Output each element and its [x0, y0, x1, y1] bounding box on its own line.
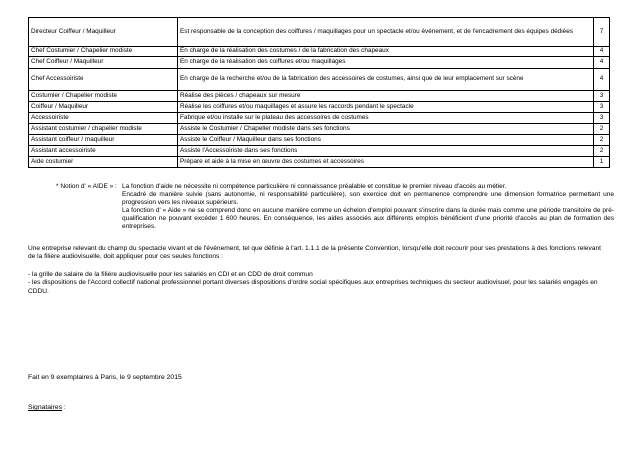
- note-paragraph: La fonction d'aide ne nécessite ni compétence particulière ni connaissance préalable et constitue le premier niveau d'accès au métier.: [122, 183, 507, 190]
- description-cell: En charge de la réalisation des costumes / de la fabrication des chapeaux: [178, 47, 594, 57]
- level-cell: 2: [594, 135, 610, 146]
- role-cell: Assistant costumier / chapelier modiste: [29, 124, 178, 135]
- description-cell: En charge de la réalisation des coiffures et/ou maquillages: [178, 57, 594, 69]
- list-item: - la grille de salaire de la filière audiovisuelle pour les salariés en CDI et en CDD de droit commun: [28, 271, 313, 278]
- description-cell: Réalise des pièces / chapeaux sur mesure: [178, 91, 594, 102]
- role-cell: Aide costumier: [29, 157, 178, 168]
- list-item: - les dispositions de l'Accord collectif national professionnel portant diverses dispositions d'ordre social spécifiques aux entreprises techniques du secteur audiovisuel, pour les salariés engagés en CDDU.: [28, 279, 598, 295]
- table-row: [29, 157, 610, 168]
- description-cell: Est responsable de la conception des coiffures / maquillages pour un spectacle et/ou événement, et de l'encadrement des équipes dédiées: [178, 18, 594, 47]
- table-row: [29, 135, 610, 146]
- table-row: [29, 113, 610, 124]
- description-cell: En charge de la recherche et/ou de la fabrication des accessoires de costumes, ainsi que de leur emplacement sur scène: [178, 69, 594, 91]
- applicable-provisions-list: [28, 271, 610, 296]
- note-body: [122, 183, 614, 231]
- signatories-colon: :: [62, 404, 66, 411]
- level-cell: 3: [594, 91, 610, 102]
- signature-place-date: Fait en 9 exemplaires à Paris, le 9 septembre 2015: [28, 374, 182, 381]
- job-classification-table: [28, 17, 610, 168]
- audiovisual-rule-paragraph: [28, 245, 610, 262]
- level-cell: 4: [594, 47, 610, 57]
- level-cell: 3: [594, 113, 610, 124]
- note-paragraph: Encadré de manière suivie (sans autonomie, ni responsabilité particulière), son exercice doit en permanence comprendre une dimension formatrice permettant une progression vers les niveaux supérieurs.: [122, 191, 614, 206]
- table-row: [29, 47, 610, 57]
- level-cell: 2: [594, 124, 610, 135]
- level-cell: 2: [594, 146, 610, 157]
- description-cell: Assiste le Costumier / Chapelier modiste dans ses fonctions: [178, 124, 594, 135]
- role-cell: Costumier / Chapelier modiste: [29, 91, 178, 102]
- paragraph-text: Une entreprise relevant du champ du spectacle vivant et de l'événement, tel que définie à l'art. 1.1.1 de la présente Convention, lorsqu'elle doit recourir pour ses prestations à des fonctions relevant de la filière audiovisuelle, doit appliquer pour ces seules fonctions :: [28, 245, 602, 261]
- description-cell: Réalise les coiffures et/ou maquillages et assure les raccords pendant le spectacle: [178, 102, 594, 113]
- role-cell: Chef Coiffeur / Maquilleur: [29, 57, 178, 69]
- aide-notion-note: [56, 183, 614, 231]
- role-cell: Accessoiriste: [29, 113, 178, 124]
- role-cell: Chef Accessoiriste: [29, 69, 178, 91]
- role-cell: Assistant coiffeur / maquilleur: [29, 135, 178, 146]
- role-cell: Assistant accessoiriste: [29, 146, 178, 157]
- table-row: [29, 69, 610, 91]
- description-cell: Assiste le Coiffeur / Maquilleur dans ses fonctions: [178, 135, 594, 146]
- note-label: * Notion d' « AIDE » :: [56, 183, 117, 190]
- table-row: [29, 57, 610, 69]
- note-paragraph: La fonction d' « Aide » ne se comprend donc en aucune manière comme un échelon d'emploi pouvant s'inscrire dans la durée mais comme une période transitoire de pré-qualification ne pouvant excéder 1 600 heures. En conséquence, les aides associés aux différents emplois bénéficient d'une priorité d'accès au plan de formation des entreprises.: [122, 207, 614, 230]
- level-cell: 4: [594, 69, 610, 91]
- table-row: [29, 146, 610, 157]
- table-row: [29, 124, 610, 135]
- role-cell: Chef Costumier / Chapelier modiste: [29, 47, 178, 57]
- table-row: [29, 18, 610, 47]
- level-cell: 1: [594, 157, 610, 168]
- table-row: [29, 102, 610, 113]
- signatories-heading: [28, 404, 66, 411]
- role-cell: Directeur Coiffeur / Maquilleur: [29, 18, 178, 47]
- level-cell: 4: [594, 57, 610, 69]
- role-cell: Coiffeur / Maquilleur: [29, 102, 178, 113]
- level-cell: 3: [594, 102, 610, 113]
- signatories-label: Signataires: [28, 404, 63, 411]
- description-cell: Prépare et aide à la mise en œuvre des costumes et accessoires: [178, 157, 594, 168]
- level-cell: 7: [594, 18, 610, 47]
- description-cell: Fabrique et/ou installe sur le plateau des accessoires de costumes: [178, 113, 594, 124]
- description-cell: Assiste l'Accessoiriste dans ses fonctions: [178, 146, 594, 157]
- table-row: [29, 91, 610, 102]
